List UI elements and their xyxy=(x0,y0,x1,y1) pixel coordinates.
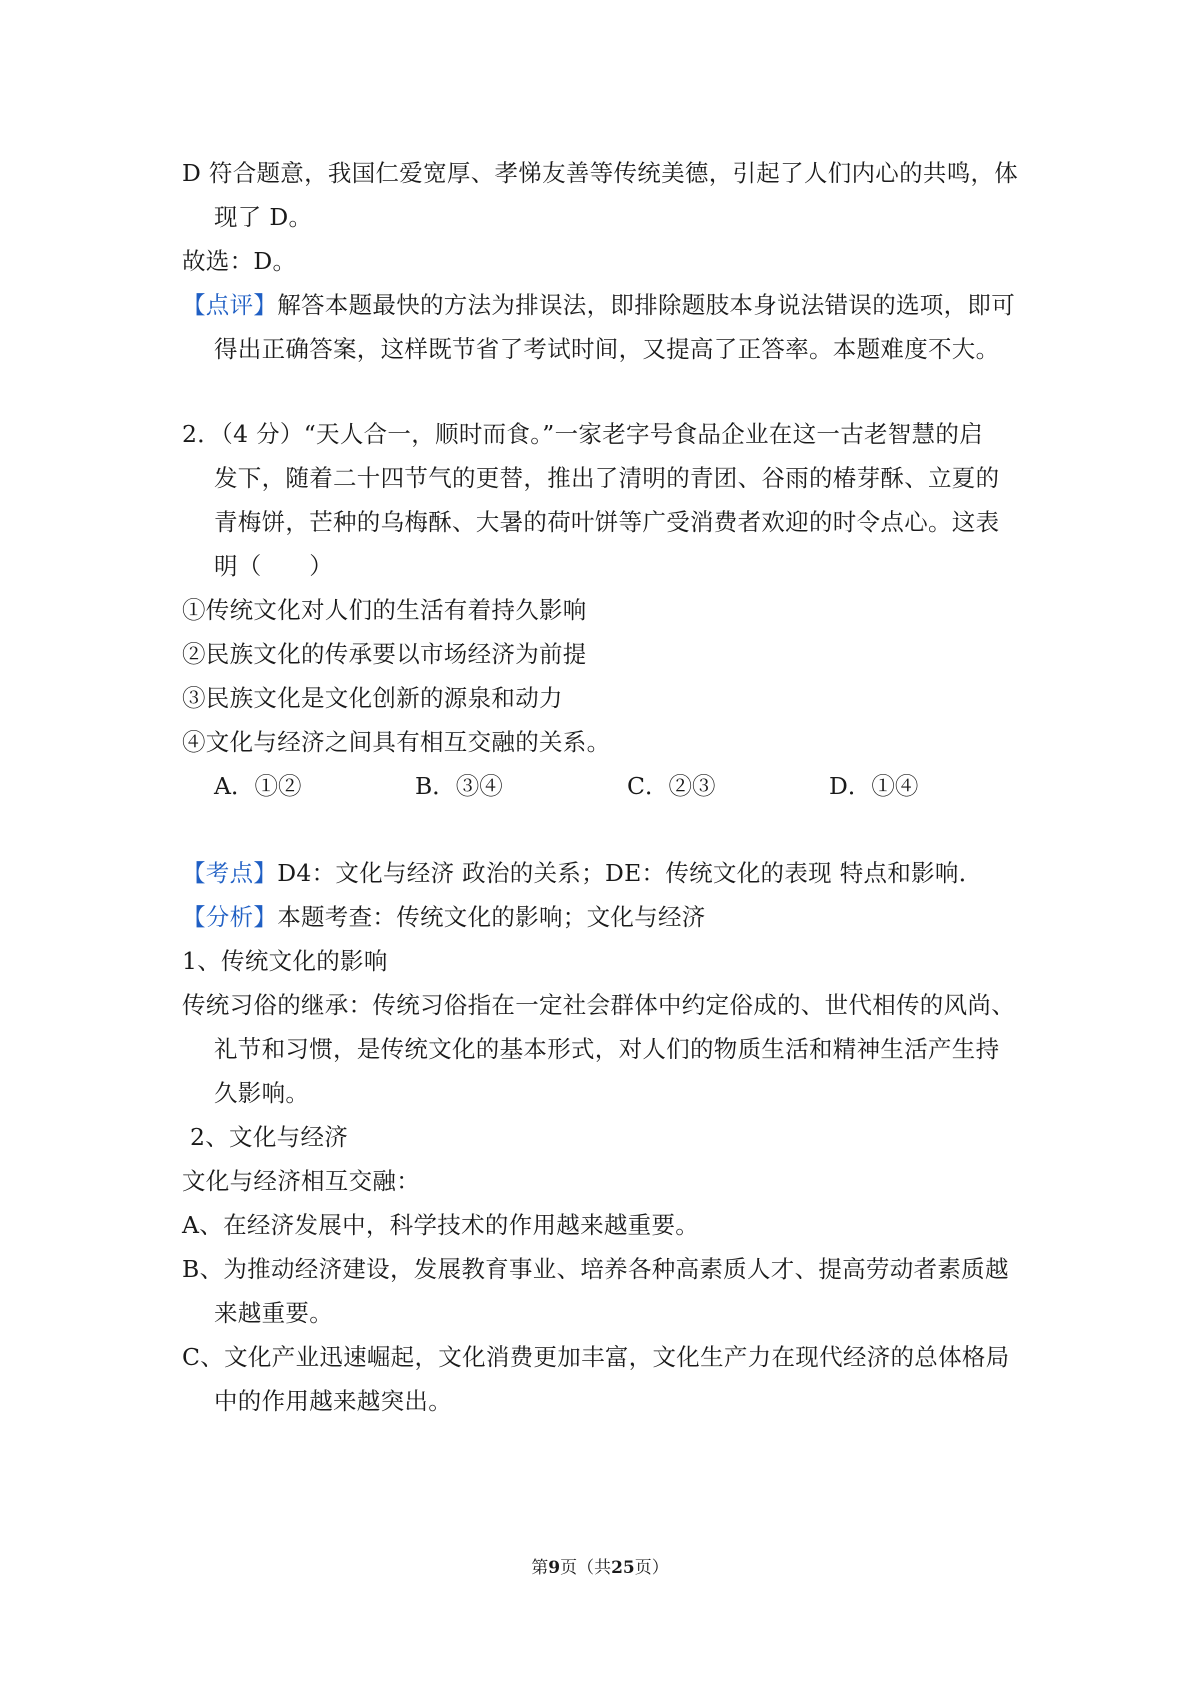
option-c: C．②③ xyxy=(627,772,716,800)
review-text-line: 得出正确答案，这样既节省了考试时间，又提高了正答率。本题难度不大。 xyxy=(214,335,1000,363)
answer-explanation-line: D 符合题意，我国仁爱宽厚、孝悌友善等传统美德，引起了人们内心的共鸣，体 xyxy=(182,159,1019,187)
question-stem-line: 青梅饼，芒种的乌梅酥、大暑的荷叶饼等广受消费者欢迎的时令点心。这表 xyxy=(214,508,1000,536)
kaodian-paragraph xyxy=(182,857,983,889)
footer-middle: 页（共 xyxy=(560,1558,612,1578)
statement-item: ②民族文化的传承要以市场经济为前提 xyxy=(182,640,587,668)
statement-item: ④文化与经济之间具有相互交融的关系。 xyxy=(182,728,611,756)
answer-choice: 故选：D。 xyxy=(182,247,297,275)
statement-item: ③民族文化是文化创新的源泉和动力 xyxy=(182,684,563,712)
page-footer xyxy=(0,1556,1200,1580)
analysis-paragraph-line: 文化与经济相互交融： xyxy=(182,1167,420,1195)
analysis-point-b: B、为推动经济建设，发展教育事业、培养各种高素质人才、提高劳动者素质越 xyxy=(182,1255,1009,1283)
analysis-heading: 2、文化与经济 xyxy=(190,1123,349,1151)
review-text: 解答本题最快的方法为排误法，即排除题肢本身说法错误的选项，即可 xyxy=(277,291,1016,319)
option-a: A．①② xyxy=(214,772,302,800)
option-b: B．③④ xyxy=(415,772,503,800)
analysis-paragraph-line: 久影响。 xyxy=(214,1079,310,1107)
question-stem-line: 明（ ） xyxy=(214,552,333,580)
fenxi-text: 本题考查：传统文化的影响；文化与经济 xyxy=(277,903,706,931)
analysis-point-c: C、文化产业迅速崛起，文化消费更加丰富，文化生产力在现代经济的总体格局 xyxy=(182,1343,1010,1371)
footer-total-pages: 25 xyxy=(611,1558,635,1578)
kaodian-tag: 【考点】 xyxy=(182,859,278,887)
footer-prefix: 第 xyxy=(531,1558,549,1578)
analysis-point-a: A、在经济发展中，科学技术的作用越来越重要。 xyxy=(182,1211,700,1239)
review-tag: 【点评】 xyxy=(182,291,278,319)
question-stem-line: 2．（4 分）“天人合一，顺时而食。”一家老字号食品企业在这一古老智慧的启 xyxy=(182,420,983,448)
analysis-paragraph-line: 礼节和习惯，是传统文化的基本形式，对人们的物质生活和精神生活产生持 xyxy=(214,1035,1000,1063)
fenxi-tag: 【分析】 xyxy=(182,903,278,931)
analysis-point-c-cont: 中的作用越来越突出。 xyxy=(214,1387,452,1415)
statement-item: ①传统文化对人们的生活有着持久影响 xyxy=(182,596,587,624)
kaodian-text: D4：文化与经济 政治的关系；DE：传统文化的表现 特点和影响． xyxy=(277,859,983,887)
fenxi-paragraph xyxy=(182,901,706,933)
analysis-point-b-cont: 来越重要。 xyxy=(214,1299,333,1327)
footer-page-number: 9 xyxy=(548,1558,561,1578)
analysis-paragraph-line: 传统习俗的继承：传统习俗指在一定社会群体中约定俗成的、世代相传的风尚、 xyxy=(182,991,1015,1019)
footer-suffix: 页） xyxy=(634,1558,669,1578)
answer-explanation-line: 现了 D。 xyxy=(214,203,313,231)
review-paragraph xyxy=(182,289,1015,321)
question-stem-line: 发下，随着二十四节气的更替，推出了清明的青团、谷雨的椿芽酥、立夏的 xyxy=(214,464,1000,492)
analysis-heading: 1、传统文化的影响 xyxy=(182,947,388,975)
option-d: D．①④ xyxy=(829,772,919,800)
